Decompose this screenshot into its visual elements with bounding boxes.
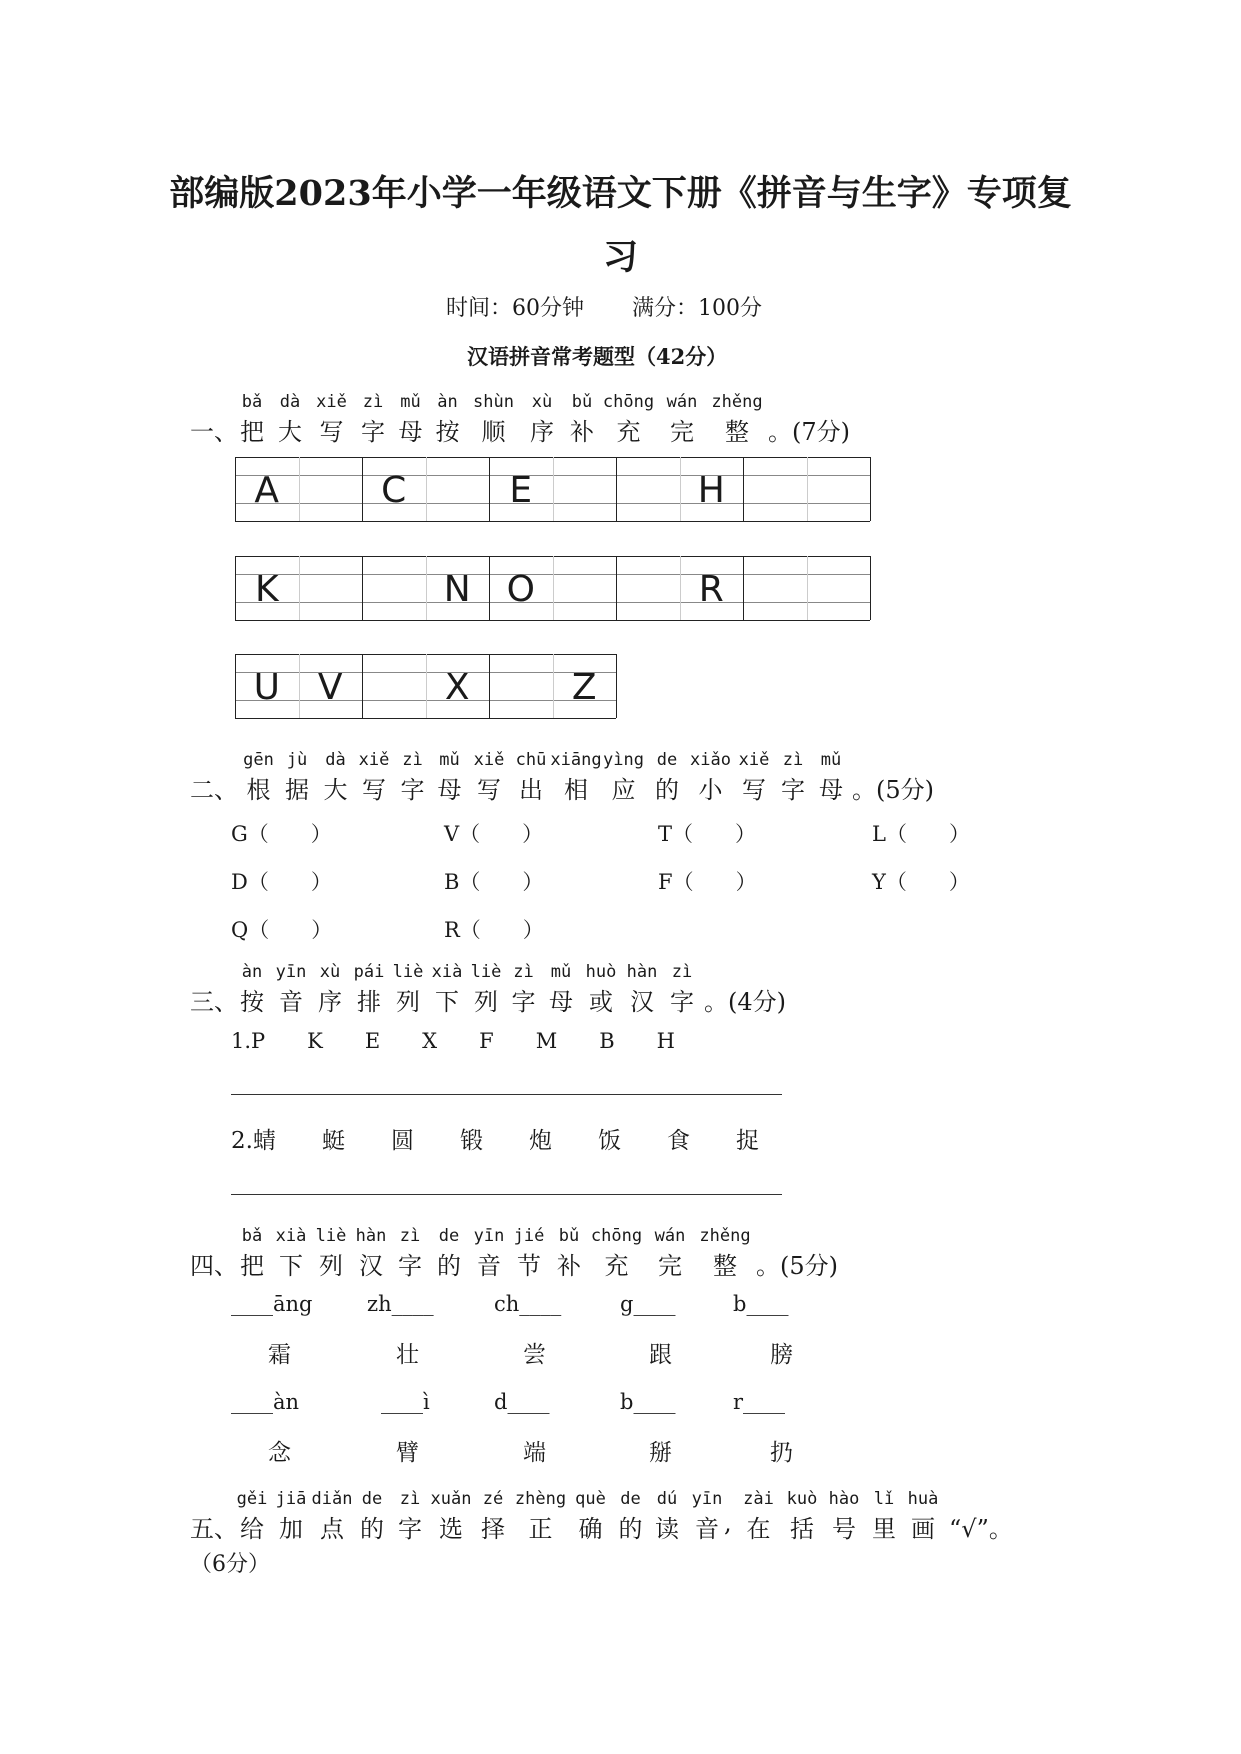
q3-word: [622, 962, 662, 1014]
grid-divider: [616, 457, 617, 521]
instruction-character: 汉: [630, 988, 654, 1016]
instruction-character: 节: [517, 1252, 541, 1280]
instruction-character: 序: [530, 418, 554, 446]
pinyin-annotation: zài: [743, 1489, 774, 1509]
pinyin-annotation: huà: [907, 1489, 939, 1509]
pinyin-annotation: yīn: [691, 1489, 723, 1509]
pinyin-annotation: xiǎo: [690, 750, 731, 770]
pinyin-annotation: bǎ: [241, 392, 263, 412]
instruction-character: 加: [279, 1515, 303, 1543]
pinyin-annotation: dà: [279, 392, 301, 412]
instruction-character: 字: [670, 988, 694, 1016]
q3-word: [427, 962, 467, 1014]
q1-word: [271, 392, 309, 444]
q4-word: [644, 1226, 696, 1278]
q4-syllable-blank[interactable]: d____: [494, 1390, 550, 1414]
grid-subdivider: [299, 457, 300, 521]
instruction-character: 列: [396, 988, 420, 1016]
pinyin-annotation: yīn: [473, 1226, 505, 1246]
letter-Z: Z: [571, 667, 597, 708]
pinyin-annotation: àn: [437, 392, 458, 412]
letter-C: C: [381, 470, 407, 511]
instruction-character: 字: [398, 1515, 422, 1543]
q4-word: [351, 1226, 391, 1278]
q4-character: 霜: [268, 1342, 291, 1368]
pinyin-annotation: xiě: [316, 392, 347, 412]
q1-word: [466, 392, 521, 444]
pinyin-annotation: zì: [362, 392, 384, 412]
instruction-character: 写: [742, 776, 766, 804]
pinyin-annotation: dú: [656, 1489, 678, 1509]
q4-word: [429, 1226, 469, 1278]
page-title: 部编版2023年小学一年级语文下册《拼音与生字》专项复: [169, 173, 1072, 214]
q2-word: [600, 750, 647, 802]
instruction-character: 序: [318, 988, 342, 1016]
instruction-character: 号: [832, 1515, 856, 1543]
pinyin-annotation: mǔ: [550, 962, 572, 982]
q2-word: [687, 750, 734, 802]
pinyin-annotation: liè: [470, 962, 502, 982]
q4-word: [696, 1226, 754, 1278]
q2-blank-item[interactable]: R（ ）: [444, 918, 544, 942]
instruction-character: 字: [511, 988, 536, 1016]
instruction-character: 列: [319, 1252, 343, 1280]
pinyin-annotation: àn: [241, 962, 263, 982]
pinyin-annotation: hàn: [355, 1226, 387, 1246]
q5-word: [903, 1489, 943, 1541]
q1-word: [429, 392, 466, 444]
q4-word: [391, 1226, 429, 1278]
q3-word: [662, 962, 702, 1014]
q4-word: [549, 1226, 589, 1278]
instruction-character: 给: [240, 1515, 264, 1543]
instruction-character: 正: [528, 1515, 553, 1543]
q2-word: [468, 750, 510, 802]
instruction-character: 点: [320, 1515, 344, 1543]
q3-word: [271, 962, 311, 1014]
q2-word: [317, 750, 354, 802]
q1-word: [233, 392, 271, 444]
q5-word: [513, 1489, 568, 1541]
letter-A: A: [254, 470, 280, 511]
pinyin-annotation: chōng: [602, 392, 655, 412]
q3-answer-line-2[interactable]: [231, 1194, 782, 1195]
pinyin-annotation: de: [656, 750, 678, 770]
grid-subdivider: [807, 457, 808, 521]
grid-rule: [235, 521, 870, 522]
instruction-character: 择: [481, 1515, 505, 1543]
instruction-character: 字: [361, 418, 385, 446]
q2-blank-item[interactable]: T（ ）: [658, 822, 757, 846]
instruction-character: 确: [578, 1515, 603, 1543]
q2-blank-item[interactable]: D（ ）: [231, 870, 332, 894]
pinyin-annotation: zì: [782, 750, 804, 770]
instruction-character: 按: [435, 418, 460, 446]
q4-character: 壮: [396, 1342, 419, 1368]
q4-word: [589, 1226, 644, 1278]
pinyin-annotation: de: [361, 1489, 383, 1509]
q4-number: 四、: [190, 1252, 238, 1280]
section-title: 汉语拼音常考题型（42分）: [467, 344, 728, 369]
pinyin-annotation: zì: [402, 750, 423, 770]
instruction-character: 写: [477, 776, 501, 804]
q4-word: [311, 1226, 351, 1278]
instruction-character: 列: [474, 988, 498, 1016]
pinyin-annotation: bǔ: [558, 1226, 580, 1246]
instruction-character: 应: [611, 776, 636, 804]
q4-syllable-blank[interactable]: b____: [733, 1292, 789, 1316]
q2-word: [394, 750, 431, 802]
instruction-character: 的: [360, 1515, 384, 1543]
q3-score: 。(4分): [704, 988, 786, 1016]
grid-divider: [870, 457, 871, 521]
q4-word: [271, 1226, 311, 1278]
letter-N: N: [443, 569, 471, 610]
instruction-character: 或: [589, 988, 613, 1016]
instruction-character: 母: [398, 418, 423, 446]
instruction-character: 完: [658, 1252, 682, 1280]
pinyin-annotation: xù: [319, 962, 341, 982]
q5-word: [613, 1489, 648, 1541]
instruction-character: 小: [698, 776, 723, 804]
pinyin-annotation: zì: [671, 962, 693, 982]
q2-blank-item[interactable]: Y（ ）: [872, 870, 970, 894]
q3-letters: 1.P K E X F M B H: [231, 1029, 675, 1053]
q1-number: 一、: [190, 418, 238, 446]
grid-subdivider: [553, 556, 554, 620]
instruction-character: 母: [819, 776, 843, 804]
q4-character: 端: [523, 1440, 546, 1466]
q1-word: [601, 392, 656, 444]
q4-character: 尝: [523, 1342, 546, 1368]
instruction-character: 选: [439, 1515, 463, 1543]
pinyin-annotation: dà: [325, 750, 346, 770]
q2-word: [431, 750, 468, 802]
q3-number: 三、: [190, 988, 238, 1016]
letter-H: H: [697, 470, 725, 511]
q1-word: [563, 392, 601, 444]
q2-word: [277, 750, 317, 802]
grid-subdivider: [553, 457, 554, 521]
pinyin-annotation: pái: [353, 962, 385, 982]
instruction-character: 在: [746, 1515, 771, 1543]
q5-word: [429, 1489, 473, 1541]
pinyin-annotation: bǔ: [571, 392, 593, 412]
q4-word: [509, 1226, 549, 1278]
pinyin-annotation: chōng: [590, 1226, 643, 1246]
q2-number: 二、: [190, 776, 238, 804]
q2-blank-item[interactable]: V（ ）: [444, 822, 544, 846]
pinyin-annotation: gēn: [243, 750, 274, 770]
q2-word: [812, 750, 850, 802]
q5-word: [233, 1489, 271, 1541]
pinyin-annotation: lǐ: [873, 1489, 895, 1509]
pinyin-annotation: yīn: [275, 962, 307, 982]
pinyin-annotation: què: [575, 1489, 606, 1509]
q5-word: [823, 1489, 865, 1541]
grid-divider: [362, 556, 363, 620]
pinyin-annotation: liè: [392, 962, 424, 982]
q5-word: [781, 1489, 823, 1541]
q5-word: [648, 1489, 686, 1541]
q3-word: [389, 962, 427, 1014]
instruction-character: 母: [437, 776, 462, 804]
pinyin-annotation: xuǎn: [430, 1489, 472, 1509]
q3-word: [580, 962, 622, 1014]
pinyin-annotation: hào: [828, 1489, 860, 1509]
pinyin-annotation: mǔ: [400, 392, 421, 412]
instruction-character: 下: [279, 1252, 303, 1280]
full-score: 满分：100分: [632, 296, 762, 321]
q1-word: [354, 392, 392, 444]
instruction-character: 读: [655, 1515, 679, 1543]
instruction-character: 画: [911, 1515, 935, 1543]
instruction-character: 顺: [481, 418, 506, 446]
q1-word: [656, 392, 708, 444]
q4-score: 。(5分): [756, 1252, 838, 1280]
instruction-character: 根: [246, 776, 271, 804]
pinyin-annotation: gěi: [236, 1489, 268, 1509]
pinyin-annotation: xiě: [738, 750, 770, 770]
grid-divider: [616, 654, 617, 718]
instruction-character: 字: [398, 1252, 422, 1280]
instruction-character: 充: [616, 418, 641, 446]
q2-score: 。(5分): [852, 776, 934, 804]
instruction-character: 的: [618, 1515, 643, 1543]
grid-divider: [362, 654, 363, 718]
q5-word: [473, 1489, 513, 1541]
pinyin-annotation: zhèng: [514, 1489, 567, 1509]
pinyin-annotation: xià: [431, 962, 463, 982]
instruction-character: 整: [713, 1252, 737, 1280]
q4-syllable-blank[interactable]: r____: [733, 1390, 786, 1414]
q4-syllable-blank[interactable]: zh____: [367, 1292, 434, 1316]
q4-syllable-blank[interactable]: ____àn: [231, 1390, 300, 1414]
grid-divider: [743, 556, 744, 620]
q2-word: [774, 750, 812, 802]
q1-word: [521, 392, 563, 444]
letter-V: V: [317, 667, 343, 708]
instruction-character: 大: [278, 418, 302, 446]
letter-X: X: [444, 667, 470, 708]
q5-word: [736, 1489, 781, 1541]
pinyin-annotation: xiě: [358, 750, 390, 770]
q3-answer-line-1[interactable]: [231, 1094, 782, 1095]
pinyin-annotation: xiě: [473, 750, 505, 770]
q5-word: [311, 1489, 353, 1541]
letter-K: K: [254, 569, 279, 610]
q4-word: [233, 1226, 271, 1278]
q3-word: [311, 962, 349, 1014]
q1-word: [392, 392, 429, 444]
q2-blank-item[interactable]: L（ ）: [872, 822, 970, 846]
grid-divider: [743, 457, 744, 521]
pinyin-annotation: zé: [482, 1489, 504, 1509]
instruction-character: 汉: [359, 1252, 383, 1280]
letter-E: E: [509, 470, 533, 511]
q3-characters: 2.蜻 蜓 圆 锻 炮 饭 食 捉: [231, 1128, 759, 1154]
instruction-character: 母: [549, 988, 573, 1016]
q5-tail: “√”。: [949, 1515, 1013, 1543]
q5-word: [865, 1489, 903, 1541]
pinyin-annotation: xiāng: [550, 750, 602, 770]
q4-syllable-blank[interactable]: ____āng: [231, 1292, 313, 1316]
letter-U: U: [253, 667, 280, 708]
instruction-character: 括: [790, 1515, 814, 1543]
grid-divider: [870, 556, 871, 620]
instruction-character: 大: [323, 776, 348, 804]
q4-syllable-blank[interactable]: b____: [620, 1390, 676, 1414]
q2-word: [240, 750, 277, 802]
grid-subdivider: [426, 457, 427, 521]
q2-blank-item[interactable]: G（ ）: [231, 822, 332, 846]
instruction-character: 字: [400, 776, 425, 804]
pinyin-annotation: zì: [399, 1226, 421, 1246]
q5-score: （6分）: [190, 1552, 270, 1577]
q1-word: [708, 392, 766, 444]
grid-subdivider: [807, 556, 808, 620]
instruction-character: 整: [725, 418, 749, 446]
instruction-character: 按: [240, 988, 264, 1016]
instruction-character: 的: [655, 776, 679, 804]
pinyin-annotation: wán: [654, 1226, 686, 1246]
pinyin-annotation: xù: [531, 392, 553, 412]
instruction-character: 里: [872, 1515, 896, 1543]
q1-score: 。(7分): [768, 418, 850, 446]
pinyin-annotation: xià: [275, 1226, 307, 1246]
instruction-character: 相: [564, 776, 588, 804]
pinyin-annotation: chū: [515, 750, 547, 770]
pinyin-annotation: yìng: [603, 750, 644, 770]
q2-word: [354, 750, 394, 802]
q4-character: 膀: [770, 1342, 793, 1368]
q2-word: [510, 750, 552, 802]
pinyin-annotation: shùn: [473, 392, 514, 412]
q5-comma: ,: [724, 1509, 732, 1537]
instruction-character: 把: [240, 1252, 264, 1280]
q2-blank-item[interactable]: Q（ ）: [231, 918, 333, 942]
instruction-character: 下: [435, 988, 459, 1016]
q2-blank-item[interactable]: F（ ）: [658, 870, 757, 894]
time-limit: 时间：60分钟: [446, 296, 584, 321]
grid-divider: [489, 654, 490, 718]
q4-character: 扔: [770, 1440, 793, 1466]
q1-word: [309, 392, 354, 444]
page-title-cont: 习: [602, 237, 638, 278]
q5-word: [568, 1489, 613, 1541]
pinyin-annotation: zhěng: [711, 392, 763, 412]
instruction-character: 音: [695, 1515, 719, 1543]
pinyin-annotation: kuò: [786, 1489, 818, 1509]
pinyin-annotation: jié: [513, 1226, 545, 1246]
q4-character: 掰: [649, 1440, 672, 1466]
instruction-character: 充: [604, 1252, 629, 1280]
instruction-character: 音: [279, 988, 303, 1016]
instruction-character: 排: [357, 988, 381, 1016]
grid-rule: [235, 718, 616, 719]
q4-syllable-blank[interactable]: g____: [620, 1292, 676, 1316]
q4-syllable-blank[interactable]: ____ì: [381, 1390, 430, 1414]
pinyin-annotation: diǎn: [311, 1489, 353, 1509]
instruction-character: 补: [570, 418, 594, 446]
q3-word: [233, 962, 271, 1014]
instruction-character: 据: [285, 776, 309, 804]
pinyin-annotation: zì: [513, 962, 534, 982]
pinyin-annotation: jiā: [275, 1489, 307, 1509]
q3-word: [505, 962, 542, 1014]
pinyin-annotation: de: [438, 1226, 460, 1246]
q5-word: [271, 1489, 311, 1541]
pinyin-annotation: zì: [399, 1489, 421, 1509]
letter-O: O: [506, 569, 535, 610]
instruction-character: 补: [557, 1252, 581, 1280]
q4-character: 跟: [649, 1342, 672, 1368]
instruction-character: 完: [670, 418, 694, 446]
q5-number: 五、: [190, 1515, 238, 1543]
pinyin-annotation: hàn: [626, 962, 658, 982]
pinyin-annotation: huò: [585, 962, 617, 982]
q5-word: [391, 1489, 429, 1541]
grid-subdivider: [299, 556, 300, 620]
instruction-character: 字: [781, 776, 805, 804]
q4-character: 臂: [396, 1440, 419, 1466]
q2-word: [647, 750, 687, 802]
grid-divider: [616, 556, 617, 620]
q2-word: [552, 750, 600, 802]
letter-R: R: [698, 569, 724, 610]
q4-character: 念: [268, 1440, 291, 1466]
instruction-character: 的: [437, 1252, 461, 1280]
instruction-character: 写: [319, 418, 344, 446]
instruction-character: 音: [477, 1252, 501, 1280]
q3-word: [349, 962, 389, 1014]
q4-word: [469, 1226, 509, 1278]
grid-rule: [235, 620, 870, 621]
pinyin-annotation: zhěng: [699, 1226, 751, 1246]
pinyin-annotation: wán: [666, 392, 698, 412]
pinyin-annotation: jù: [286, 750, 308, 770]
q5-word: [353, 1489, 391, 1541]
q5-word: [686, 1489, 728, 1541]
q2-word: [734, 750, 774, 802]
pinyin-annotation: de: [620, 1489, 641, 1509]
instruction-character: 把: [240, 418, 264, 446]
pinyin-annotation: bǎ: [241, 1226, 263, 1246]
instruction-character: 出: [519, 776, 543, 804]
q3-word: [542, 962, 580, 1014]
instruction-character: 写: [362, 776, 386, 804]
q4-syllable-blank[interactable]: ch____: [494, 1292, 562, 1316]
q3-word: [467, 962, 505, 1014]
pinyin-annotation: liè: [315, 1226, 347, 1246]
q2-blank-item[interactable]: B（ ）: [444, 870, 544, 894]
pinyin-annotation: mǔ: [439, 750, 460, 770]
pinyin-annotation: mǔ: [820, 750, 842, 770]
